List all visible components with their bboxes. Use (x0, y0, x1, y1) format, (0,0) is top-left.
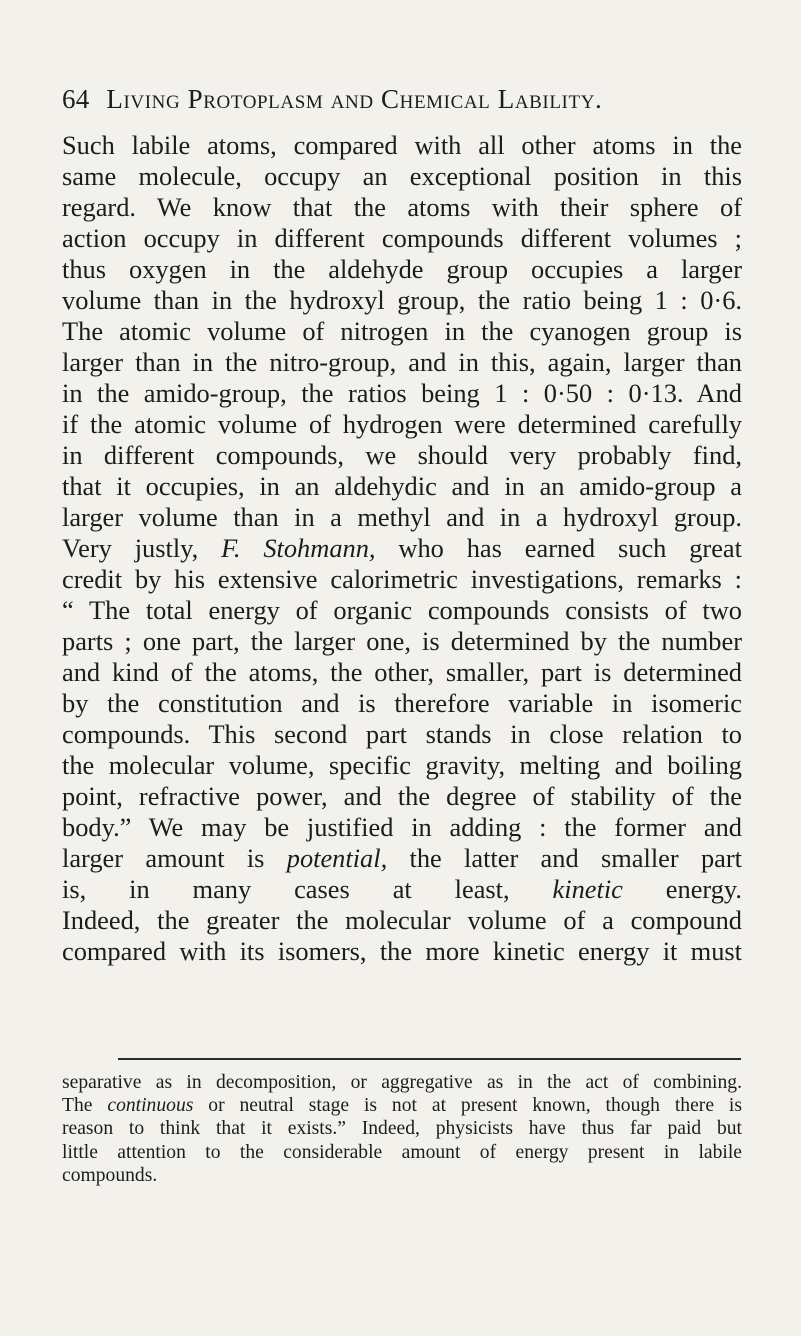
text-line (62, 440, 742, 471)
text-line (62, 626, 742, 657)
text-run: same molecule, occupy an exceptional position in this (62, 161, 742, 191)
text-run: is, in many cases at least, (62, 874, 553, 904)
text-line (62, 502, 742, 533)
text-run: Such labile atoms, compared with all other atoms in the (62, 130, 742, 160)
text-run: energy. (622, 874, 742, 904)
text-run: “ The total energy of organic compounds consists of two (62, 595, 742, 625)
text-line (62, 285, 742, 316)
text-run: and kind of the atoms, the other, smaller, part is determined (62, 657, 742, 687)
text-run: that it occupies, in an aldehydic and in an amido-group a (62, 471, 742, 501)
main-text (62, 130, 742, 967)
running-title: Living Protoplasm and Chemical Lability. (106, 84, 603, 114)
text-run: volume than in the hydroxyl group, the ratio being 1 : 0·6. (62, 285, 742, 315)
italic-text: continuous (107, 1095, 194, 1117)
text-run: The (62, 1095, 108, 1117)
text-run: regard. We know that the atoms with their sphere of (62, 192, 742, 222)
text-line (62, 843, 742, 874)
text-line (62, 409, 742, 440)
text-run: larger than in the nitro-group, and in this, again, larger than (62, 347, 742, 377)
text-run: body.” We may be justified in adding : the former and (62, 812, 742, 842)
footnote-rule (118, 1058, 741, 1060)
text-line (62, 688, 742, 719)
text-line (62, 595, 742, 626)
text-line (62, 657, 742, 688)
text-run: separative as in decomposition, or aggregative as in the act of combining. (62, 1072, 742, 1093)
text-line (62, 192, 742, 223)
text-run: if the atomic volume of hydrogen were determined carefully (62, 409, 742, 439)
text-run: point, refractive power, and the degree of stability of the (62, 781, 742, 811)
text-run: by the constitution and is therefore variable in isomeric (62, 688, 742, 718)
text-run: thus oxygen in the aldehyde group occupies a larger (62, 254, 742, 284)
text-line (62, 254, 742, 285)
text-line (62, 750, 742, 781)
text-run: in different compounds, we should very probably find, (62, 440, 742, 470)
text-line (62, 223, 742, 254)
text-line (62, 161, 742, 192)
text-run: little attention to the considerable amount of energy present in labile (62, 1141, 742, 1163)
text-line (62, 812, 742, 843)
footnote-line (62, 1071, 742, 1094)
text-run: the molecular volume, specific gravity, melting and boiling (62, 750, 742, 780)
text-line (62, 130, 742, 161)
text-run: credit by his extensive calorimetric investigations, remarks : (62, 564, 742, 594)
text-run: larger amount is (62, 843, 287, 873)
italic-text: potential, (286, 843, 388, 873)
text-run: compounds. This second part stands in close relation to (62, 719, 742, 749)
text-run: the latter and smaller part (387, 843, 742, 873)
text-run: in the amido-group, the ratios being 1 : 0·50 : 0·13. And (62, 378, 742, 408)
page-number: 64 (62, 84, 90, 114)
footnote-line (62, 1117, 742, 1140)
text-line (62, 936, 742, 967)
text-line (62, 347, 742, 378)
text-run: compounds. (62, 1164, 158, 1186)
text-run: compared with its isomers, the more kinetic energy it must (62, 936, 742, 966)
text-run: Indeed, the greater the molecular volume of a compound (62, 905, 742, 935)
text-line (62, 471, 742, 502)
italic-text: kinetic (552, 874, 623, 904)
text-run: larger volume than in a methyl and in a hydroxyl group. (62, 502, 742, 532)
text-run: action occupy in different compounds different volumes ; (62, 223, 742, 253)
text-run: Very justly, (62, 533, 222, 563)
text-run: reason to think that it exists.” Indeed, physicists have thus far paid but (62, 1118, 742, 1140)
italic-text: F. Stohmann, (221, 533, 376, 563)
footnote-line (62, 1141, 742, 1164)
text-line (62, 874, 742, 905)
text-line (62, 781, 742, 812)
footnote-line (62, 1164, 742, 1187)
text-line (62, 316, 742, 347)
text-line (62, 378, 742, 409)
text-line (62, 719, 742, 750)
text-run: or neutral stage is not at present known, though there is (193, 1095, 742, 1117)
text-line (62, 564, 742, 595)
footnote-line (62, 1094, 742, 1117)
running-head (62, 84, 722, 114)
text-line (62, 533, 742, 564)
text-run: parts ; one part, the larger one, is determined by the number (62, 626, 742, 656)
text-run: The atomic volume of nitrogen in the cyanogen group is (62, 316, 742, 346)
text-line (62, 905, 742, 936)
text-run: who has earned such great (375, 533, 742, 563)
footnote (62, 1071, 742, 1187)
